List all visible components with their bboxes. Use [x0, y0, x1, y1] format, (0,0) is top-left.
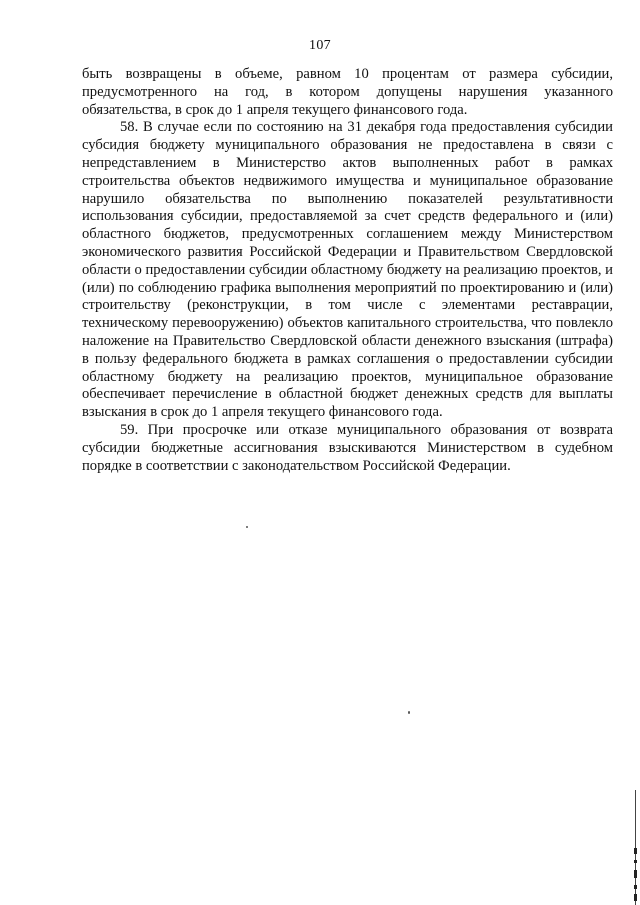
paragraph-continuation: быть возвращены в объеме, равном 10 процентам от размера субсидии, предусмотренного на год, в котором допущены нарушения указанного обязательства, в срок до 1 апреля текущего финансового года.: [82, 66, 613, 118]
document-body: [82, 66, 613, 475]
page-number: 107: [309, 38, 331, 53]
paragraph-59: 59. При просрочке или отказе муниципального образования от возврата субсидии бюджетные ассигнования взыскиваются Министерством в судебном порядке в соответствии с законодательством Российской Федерации.: [82, 421, 613, 474]
scan-speck: [246, 526, 248, 528]
paragraph-58: 58. В случае если по состоянию на 31 декабря года предоставления субсидии субсидия бюджету муниципального образования не предоставлена в связи с непредставлением в Министерство актов выполненных работ в рамках строительства объектов недвижимого имущества и муниципальное образование нарушило обязательства по выполнению показателей результативности использования субсидии, предоставляемой за счет средств федерального и (или) областного бюджетов, предусмотренных соглашением между Министерством экономического развития Российской Федерации и Правительством Свердловской области о предоставлении субсидии областному бюджету на реализацию проектов, и (или) по соблюдению графика выполнения мероприятий по проектированию и (или) строительству (реконструкции, в том числе с элементами реставрации, техническому перевооружению) объектов капитального строительства, что повлекло наложение на Правительство Свердловской области денежного взыскания (штрафа) в пользу федерального бюджета в рамках соглашения о предоставлении субсидии областному бюджету на реализацию проектов, муниципальное образование обеспечивает перечисление в областной бюджет денежных средств для выплаты взыскания в срок до 1 апреля текущего финансового года.: [82, 119, 613, 421]
scan-speck: [408, 711, 410, 714]
scan-edge-mark: [634, 790, 637, 905]
